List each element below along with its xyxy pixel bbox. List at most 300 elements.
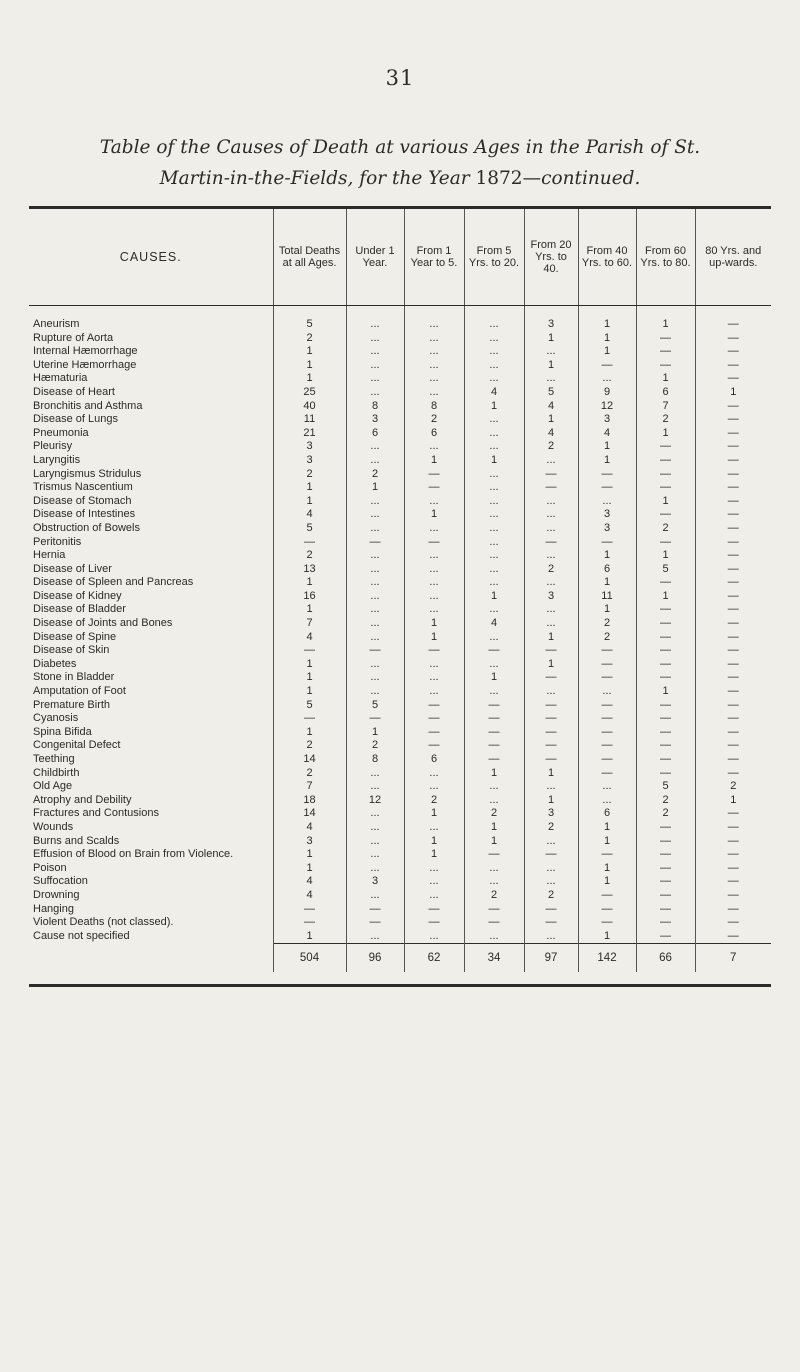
value-cell: 1: [636, 427, 695, 441]
value-cell: 8: [346, 753, 404, 767]
value-cell: —: [273, 644, 346, 658]
cause-label: Spina Bifida: [33, 725, 92, 738]
value-cell: 6: [404, 753, 464, 767]
cause-cell: [29, 726, 273, 740]
value-cell: —: [578, 712, 636, 726]
value-cell: —: [636, 712, 695, 726]
value-cell: 3: [524, 318, 578, 332]
value-cell: ...: [404, 332, 464, 346]
value-cell: 14: [273, 807, 346, 821]
value-cell: —: [695, 318, 771, 332]
value-cell: 5: [636, 563, 695, 577]
value-cell: ...: [404, 359, 464, 373]
cause-label: Premature Birth: [33, 698, 111, 711]
value-cell: 9: [578, 386, 636, 400]
value-cell: —: [636, 753, 695, 767]
cause-label: Violent Deaths (not classed).: [33, 916, 174, 929]
value-cell: 5: [273, 699, 346, 713]
value-cell: ...: [404, 685, 464, 699]
value-cell: ...: [346, 495, 404, 509]
value-cell: —: [273, 916, 346, 930]
value-cell: 1: [404, 835, 464, 849]
value-cell: 1: [524, 332, 578, 346]
value-cell: 5: [273, 318, 346, 332]
value-cell: 8: [346, 400, 404, 414]
value-cell: ...: [578, 794, 636, 808]
cause-label: Diabetes: [33, 657, 77, 670]
value-cell: ...: [464, 318, 524, 332]
value-cell: ...: [404, 767, 464, 781]
value-cell: ...: [346, 359, 404, 373]
cause-cell: [29, 332, 273, 346]
value-cell: 1: [273, 372, 346, 386]
value-cell: 4: [273, 889, 346, 903]
cause-cell: [29, 699, 273, 713]
value-cell: 2: [273, 549, 346, 563]
table-row: [29, 345, 771, 359]
value-cell: —: [636, 848, 695, 862]
value-cell: 1: [464, 835, 524, 849]
cause-label: Disease of Spleen and Pancreas: [33, 576, 194, 589]
spacer-cell: [29, 306, 273, 319]
value-cell: 1: [404, 454, 464, 468]
value-cell: 1: [524, 359, 578, 373]
column-header-3: From 1 Year to 5.: [404, 208, 464, 306]
value-cell: 1: [524, 658, 578, 672]
value-cell: 1: [578, 930, 636, 944]
value-cell: 1: [636, 495, 695, 509]
cause-cell: [29, 644, 273, 658]
value-cell: ...: [464, 481, 524, 495]
value-cell: ...: [404, 671, 464, 685]
value-cell: ...: [578, 495, 636, 509]
value-cell: 1: [636, 549, 695, 563]
cause-cell: [29, 753, 273, 767]
value-cell: ...: [346, 821, 404, 835]
value-cell: —: [636, 930, 695, 944]
value-cell: 1: [524, 767, 578, 781]
spacer-cell: [524, 306, 578, 319]
value-cell: ...: [404, 372, 464, 386]
value-cell: 4: [273, 875, 346, 889]
value-cell: 8: [404, 400, 464, 414]
value-cell: —: [636, 603, 695, 617]
cause-label: Suffocation: [33, 875, 88, 888]
value-cell: 1: [273, 345, 346, 359]
value-cell: —: [578, 903, 636, 917]
value-cell: 1: [404, 807, 464, 821]
value-cell: —: [578, 671, 636, 685]
value-cell: —: [578, 536, 636, 550]
value-cell: —: [524, 739, 578, 753]
value-cell: —: [636, 739, 695, 753]
table-row: [29, 454, 771, 468]
value-cell: 2: [273, 468, 346, 482]
cause-cell: [29, 563, 273, 577]
value-cell: 6: [636, 386, 695, 400]
spacer-cell: [404, 306, 464, 319]
value-cell: 4: [524, 427, 578, 441]
value-cell: —: [273, 712, 346, 726]
value-cell: ...: [404, 590, 464, 604]
value-cell: 6: [578, 807, 636, 821]
value-cell: ...: [404, 563, 464, 577]
value-cell: 3: [346, 875, 404, 889]
value-cell: —: [464, 726, 524, 740]
value-cell: —: [346, 916, 404, 930]
value-cell: —: [695, 617, 771, 631]
value-cell: ...: [578, 780, 636, 794]
value-cell: —: [273, 903, 346, 917]
value-cell: —: [695, 712, 771, 726]
value-cell: —: [636, 508, 695, 522]
value-cell: 1: [578, 821, 636, 835]
table-row: [29, 916, 771, 930]
table-row: [29, 794, 771, 808]
caption-suffix: continued.: [541, 168, 641, 189]
value-cell: 2: [636, 413, 695, 427]
caption-text: Table of the Causes of Death at various Ages in the Parish of St. Martin-in-the-Fields, for the Year: [99, 137, 701, 189]
table-row: [29, 386, 771, 400]
value-cell: —: [695, 522, 771, 536]
bottom-rule: [29, 984, 771, 987]
value-cell: ...: [464, 536, 524, 550]
value-cell: —: [695, 603, 771, 617]
value-cell: ...: [346, 930, 404, 944]
value-cell: —: [695, 726, 771, 740]
value-cell: 12: [346, 794, 404, 808]
total-cell: 62: [404, 944, 464, 973]
cause-label: Amputation of Foot: [33, 685, 126, 698]
cause-cell: [29, 875, 273, 889]
value-cell: —: [404, 739, 464, 753]
value-cell: ...: [346, 563, 404, 577]
cause-label: Laryngismus Stridulus: [33, 467, 142, 480]
value-cell: —: [524, 903, 578, 917]
value-cell: —: [695, 400, 771, 414]
value-cell: ...: [346, 617, 404, 631]
value-cell: —: [695, 549, 771, 563]
cause-cell: [29, 413, 273, 427]
value-cell: ...: [346, 386, 404, 400]
value-cell: ...: [346, 685, 404, 699]
value-cell: 1: [524, 794, 578, 808]
value-cell: —: [464, 753, 524, 767]
value-cell: —: [464, 848, 524, 862]
value-cell: 1: [404, 617, 464, 631]
value-cell: —: [404, 644, 464, 658]
cause-label: Teething: [33, 753, 75, 765]
value-cell: 3: [578, 522, 636, 536]
value-cell: ...: [346, 848, 404, 862]
value-cell: ...: [464, 603, 524, 617]
value-cell: ...: [404, 862, 464, 876]
value-cell: —: [695, 590, 771, 604]
cause-cell: [29, 903, 273, 917]
cause-label: Disease of Heart: [33, 385, 115, 398]
table-row: [29, 495, 771, 509]
spacer-cell: [464, 306, 524, 319]
column-header-2: Under 1 Year.: [346, 208, 404, 306]
column-header-8: 80 Yrs. and up-wards.: [695, 208, 771, 306]
cause-label: Hanging: [33, 902, 74, 915]
value-cell: 4: [524, 400, 578, 414]
value-cell: —: [404, 536, 464, 550]
value-cell: 1: [346, 726, 404, 740]
value-cell: ...: [524, 495, 578, 509]
column-header-causes: CAUSES.: [29, 208, 273, 306]
value-cell: —: [695, 644, 771, 658]
cause-cell: [29, 848, 273, 862]
value-cell: —: [636, 440, 695, 454]
cause-label: Disease of Skin: [33, 644, 110, 657]
value-cell: 1: [695, 794, 771, 808]
value-cell: —: [524, 481, 578, 495]
value-cell: —: [578, 468, 636, 482]
value-cell: 1: [404, 631, 464, 645]
value-cell: 1: [464, 454, 524, 468]
column-header-4: From 5 Yrs. to 20.: [464, 208, 524, 306]
value-cell: ...: [346, 508, 404, 522]
cause-cell: [29, 658, 273, 672]
value-cell: —: [636, 903, 695, 917]
value-cell: 3: [273, 835, 346, 849]
value-cell: —: [636, 889, 695, 903]
value-cell: —: [464, 699, 524, 713]
value-cell: 2: [346, 468, 404, 482]
cause-cell: [29, 440, 273, 454]
value-cell: ...: [464, 875, 524, 889]
value-cell: ...: [404, 658, 464, 672]
cause-cell: [29, 536, 273, 550]
value-cell: —: [695, 930, 771, 944]
cause-cell: [29, 386, 273, 400]
value-cell: ...: [464, 522, 524, 536]
cause-label: Bronchitis and Asthma: [33, 399, 143, 412]
value-cell: 2: [404, 794, 464, 808]
table-row: [29, 671, 771, 685]
cause-cell: [29, 780, 273, 794]
value-cell: 1: [695, 386, 771, 400]
value-cell: —: [464, 739, 524, 753]
value-cell: —: [636, 862, 695, 876]
value-cell: 14: [273, 753, 346, 767]
value-cell: 3: [524, 807, 578, 821]
value-cell: ...: [346, 440, 404, 454]
value-cell: 1: [273, 930, 346, 944]
value-cell: —: [695, 739, 771, 753]
value-cell: ...: [464, 495, 524, 509]
table-row: [29, 767, 771, 781]
totals-row: [29, 944, 771, 973]
cause-label: Disease of Liver: [33, 562, 112, 575]
value-cell: —: [464, 916, 524, 930]
value-cell: ...: [524, 685, 578, 699]
value-cell: ...: [404, 440, 464, 454]
value-cell: ...: [464, 794, 524, 808]
value-cell: ...: [524, 508, 578, 522]
table-row: [29, 699, 771, 713]
cause-label: Disease of Lungs: [33, 413, 118, 426]
value-cell: ...: [524, 549, 578, 563]
value-cell: ...: [346, 658, 404, 672]
value-cell: —: [346, 644, 404, 658]
value-cell: 2: [273, 739, 346, 753]
value-cell: 1: [578, 345, 636, 359]
cause-label: Drowning: [33, 888, 80, 901]
value-cell: —: [464, 903, 524, 917]
value-cell: ...: [346, 767, 404, 781]
value-cell: ...: [524, 576, 578, 590]
table-row: [29, 400, 771, 414]
table-body: [29, 306, 771, 944]
value-cell: ...: [464, 685, 524, 699]
cause-cell: [29, 359, 273, 373]
value-cell: 1: [273, 671, 346, 685]
value-cell: —: [695, 413, 771, 427]
value-cell: 4: [273, 631, 346, 645]
cause-cell: [29, 603, 273, 617]
value-cell: 1: [636, 372, 695, 386]
cause-cell: [29, 821, 273, 835]
value-cell: —: [695, 807, 771, 821]
cause-label: Congenital Defect: [33, 739, 121, 752]
value-cell: 2: [578, 617, 636, 631]
value-cell: —: [404, 903, 464, 917]
table-row: [29, 508, 771, 522]
cause-cell: [29, 794, 273, 808]
value-cell: —: [636, 699, 695, 713]
table-row: [29, 875, 771, 889]
value-cell: ...: [346, 345, 404, 359]
value-cell: 4: [273, 508, 346, 522]
cause-cell: [29, 454, 273, 468]
cause-label: Pleurisy: [33, 440, 73, 453]
table-row: [29, 576, 771, 590]
value-cell: —: [695, 332, 771, 346]
cause-cell: [29, 916, 273, 930]
value-cell: 1: [346, 481, 404, 495]
value-cell: —: [695, 427, 771, 441]
value-cell: —: [578, 481, 636, 495]
value-cell: 1: [273, 359, 346, 373]
value-cell: 7: [273, 617, 346, 631]
cause-cell: [29, 685, 273, 699]
value-cell: 1: [524, 631, 578, 645]
value-cell: —: [524, 671, 578, 685]
value-cell: —: [695, 440, 771, 454]
value-cell: ...: [404, 495, 464, 509]
value-cell: 5: [524, 386, 578, 400]
value-cell: ...: [464, 631, 524, 645]
value-cell: —: [524, 848, 578, 862]
column-header-6: From 40 Yrs. to 60.: [578, 208, 636, 306]
value-cell: —: [636, 875, 695, 889]
value-cell: 2: [273, 767, 346, 781]
value-cell: —: [578, 767, 636, 781]
cause-cell: [29, 495, 273, 509]
value-cell: 1: [273, 685, 346, 699]
value-cell: —: [524, 753, 578, 767]
table-row: [29, 807, 771, 821]
table-row: [29, 590, 771, 604]
table-row: [29, 359, 771, 373]
value-cell: ...: [464, 930, 524, 944]
cause-label: Laryngitis: [33, 453, 81, 466]
value-cell: ...: [524, 522, 578, 536]
value-cell: 13: [273, 563, 346, 577]
table-row: [29, 617, 771, 631]
value-cell: —: [273, 536, 346, 550]
value-cell: —: [695, 372, 771, 386]
value-cell: —: [578, 658, 636, 672]
value-cell: ...: [404, 318, 464, 332]
value-cell: 6: [578, 563, 636, 577]
value-cell: ...: [524, 345, 578, 359]
cause-label: Peritonitis: [33, 535, 82, 548]
value-cell: ...: [464, 862, 524, 876]
column-header-1: Total Deaths at all Ages.: [273, 208, 346, 306]
cause-cell: [29, 481, 273, 495]
cause-cell: [29, 318, 273, 332]
value-cell: 1: [578, 576, 636, 590]
value-cell: —: [524, 726, 578, 740]
value-cell: —: [524, 644, 578, 658]
total-cell: 34: [464, 944, 524, 973]
value-cell: —: [636, 631, 695, 645]
value-cell: 3: [578, 508, 636, 522]
spacer-cell: [636, 306, 695, 319]
value-cell: —: [636, 481, 695, 495]
table-row: [29, 536, 771, 550]
table-row: [29, 889, 771, 903]
value-cell: 4: [578, 427, 636, 441]
value-cell: ...: [346, 671, 404, 685]
value-cell: 2: [404, 413, 464, 427]
value-cell: —: [636, 726, 695, 740]
cause-cell: [29, 508, 273, 522]
value-cell: 1: [273, 726, 346, 740]
value-cell: —: [695, 576, 771, 590]
header-row: [29, 208, 771, 306]
value-cell: —: [578, 726, 636, 740]
value-cell: —: [695, 359, 771, 373]
table-row: [29, 413, 771, 427]
cause-cell: [29, 862, 273, 876]
value-cell: —: [636, 536, 695, 550]
value-cell: 7: [273, 780, 346, 794]
cause-label: Disease of Intestines: [33, 508, 136, 521]
value-cell: 18: [273, 794, 346, 808]
cause-label: Disease of Kidney: [33, 589, 122, 602]
value-cell: —: [695, 345, 771, 359]
cause-label: Pneumonia: [33, 426, 89, 439]
value-cell: ...: [464, 372, 524, 386]
table-row: [29, 821, 771, 835]
cause-label: Internal Hæmorrhage: [33, 345, 138, 358]
cause-label: Old Age: [33, 780, 73, 793]
value-cell: 2: [346, 739, 404, 753]
value-cell: —: [404, 699, 464, 713]
table-row: [29, 658, 771, 672]
value-cell: ...: [464, 413, 524, 427]
value-cell: —: [636, 617, 695, 631]
table-row: [29, 903, 771, 917]
total-cell: 97: [524, 944, 578, 973]
column-header-7: From 60 Yrs. to 80.: [636, 208, 695, 306]
cause-cell: [29, 590, 273, 604]
value-cell: ...: [404, 889, 464, 903]
